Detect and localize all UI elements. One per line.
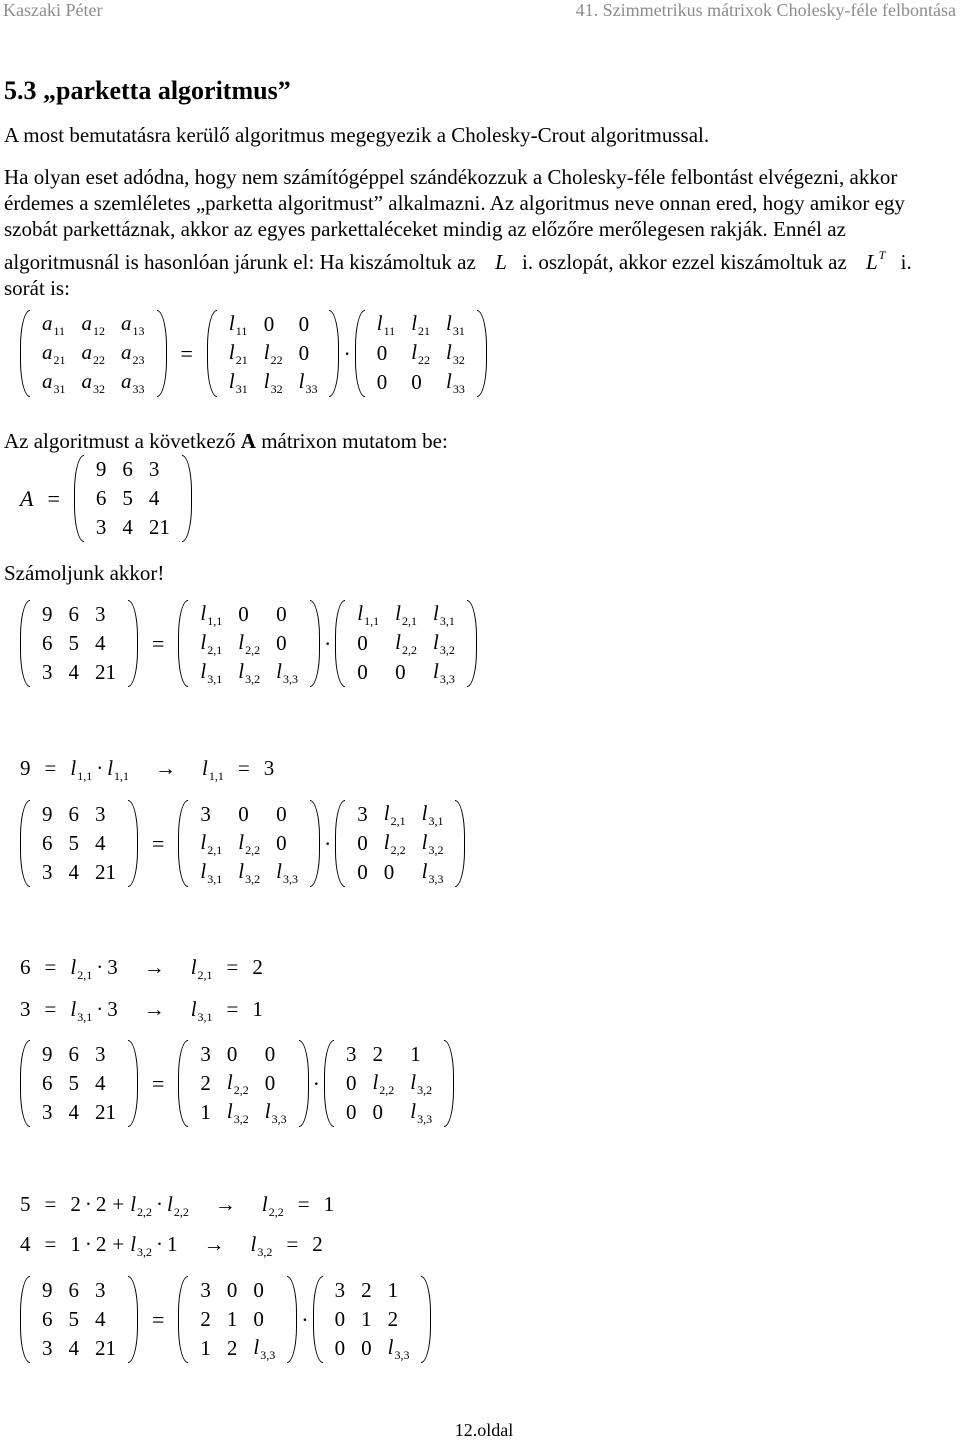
paragraph-2 <box>4 164 956 301</box>
equation-1: $9 = l_{1,1} \cdot l_{1,1} \to l_{1,1} = 3$ <box>20 756 275 783</box>
matrix-cell: 5 <box>122 486 133 510</box>
matrix-cell: 6 <box>42 631 53 655</box>
matrix-lt-step-3 <box>324 1040 454 1127</box>
matrix-cell: $l_{31}$ <box>446 310 465 338</box>
matrix-cell: 1 <box>410 1042 421 1066</box>
header-author: Kaszaki Péter <box>3 0 103 20</box>
matrix-cell: 2 <box>200 1071 211 1095</box>
equals-sign: = <box>180 340 193 366</box>
matrix-cell: 6 <box>42 1307 53 1331</box>
matrix-cell: 0 <box>357 660 368 684</box>
matrix-cell: $l_{21}$ <box>228 339 248 367</box>
matrix-cell: 0 <box>395 660 406 684</box>
equation-4: $5 = 2 \cdot 2 + l_{2,2} \cdot l_{2,2} \to l_{2,2} = 1$ <box>20 1192 335 1219</box>
dot-sign: · <box>312 1070 320 1096</box>
matrix-cell: 6 <box>42 831 53 855</box>
matrix-cell: 4 <box>68 860 79 884</box>
matrix-a-step-4 <box>20 1276 138 1363</box>
matrix-cell: 0 <box>298 312 310 336</box>
arrow-icon: → <box>155 756 177 780</box>
matrix-cell: 3 <box>148 457 160 481</box>
matrix-cell: 2 <box>387 1307 399 1331</box>
matrix-cell: 5 <box>68 1071 79 1095</box>
bold-A: A <box>240 429 256 453</box>
matrix-a-step-1 <box>20 600 138 687</box>
matrix-cell: 4 <box>95 831 106 855</box>
symbol-A: A <box>20 485 34 511</box>
matrix-cell: 5 <box>68 1307 79 1331</box>
matrix-a-definition <box>20 455 192 542</box>
matrix-cell: 4 <box>95 631 106 655</box>
matrix-cell: 6 <box>122 457 133 481</box>
matrix-cell: 0 <box>361 1336 372 1360</box>
matrix-cell: 0 <box>345 1100 357 1124</box>
matrix-cell: 3 <box>42 660 53 684</box>
matrix-cell: 3 <box>42 1336 53 1360</box>
matrix-cell: $l_{2,2}$ <box>372 1069 395 1097</box>
matrix-cell: $l_{2,1}$ <box>395 600 417 628</box>
matrix-cell: $l_{2,2}$ <box>383 829 406 857</box>
matrix-cell: 4 <box>95 1307 106 1331</box>
matrix-cell: $l_{22}$ <box>263 339 283 367</box>
paragraph-2-text: Ha olyan eset adódna, hogy nem számítógéppel szándékozzuk a Cholesky-féle felbontást elvégezni, akkor érdemes a szemléletes „parketta algoritmust” alkalmazni. Az algoritmus neve onnan ered, hogy amikor egy szobát parkettáznak, akkor az egyes parkettaléceket mindig az előzőre merőlegesen rakják. Ennél az algoritmusnál is hasonlóan járunk el: Ha kiszámoltuk az <box>4 165 905 274</box>
matrix-cell: $l_{1,1}$ <box>357 600 380 628</box>
step-2-equation <box>20 800 465 887</box>
matrix-cell: $l_{3,3}$ <box>432 658 455 686</box>
matrix-cell: $l_{21}$ <box>411 310 431 338</box>
matrix-cell: 5 <box>68 831 79 855</box>
step-4-equation <box>20 1276 431 1363</box>
equals-sign: = <box>47 485 60 511</box>
matrix-cell: $l_{3,1}$ <box>200 658 223 686</box>
matrix-cell: 6 <box>68 1042 79 1066</box>
paragraph-1: A most bemutatásra kerülő algoritmus megegyezik a Cholesky-Crout algoritmussal. <box>4 123 710 147</box>
matrix-cell: $l_{3,3}$ <box>276 858 298 886</box>
matrix-cell: $l_{31}$ <box>228 368 248 396</box>
matrix-cell: $l_{2,1}$ <box>200 829 223 857</box>
matrix-cell: 6 <box>68 602 79 626</box>
matrix-a <box>74 455 192 542</box>
matrix-cell: 1 <box>387 1278 399 1302</box>
dot-sign: · <box>301 1306 309 1332</box>
paragraph-4: Számoljunk akkor! <box>4 561 165 585</box>
matrix-cell: $l_{2,1}$ <box>383 800 406 828</box>
matrix-cell: 0 <box>264 1071 276 1095</box>
matrix-cell: 3 <box>95 515 107 539</box>
arrow-icon: → <box>143 997 165 1021</box>
matrix-cell: 3 <box>95 1278 106 1302</box>
matrix-cell: 4 <box>148 486 160 510</box>
matrix-cell: 0 <box>226 1042 238 1066</box>
matrix-cell: 0 <box>376 341 388 365</box>
matrix-l-step-2 <box>178 800 320 887</box>
page-footer <box>0 1420 960 1441</box>
matrix-cell: 0 <box>276 631 287 655</box>
matrix-cell: 1 <box>200 1336 211 1360</box>
matrix-a-general <box>20 310 167 397</box>
step-3-equation <box>20 1040 454 1127</box>
matrix-cell: 1 <box>200 1100 211 1124</box>
dot-sign: · <box>323 830 332 856</box>
matrix-cell: $a_{12}$ <box>81 310 105 338</box>
matrix-cell: 2 <box>372 1042 383 1066</box>
matrix-cell: 6 <box>68 802 79 826</box>
matrix-cell: 2 <box>226 1336 238 1360</box>
matrix-cell: 0 <box>357 860 368 884</box>
matrix-l-general <box>207 310 340 397</box>
intro-paragraph <box>4 122 956 148</box>
matrix-cell: 0 <box>411 370 422 394</box>
matrix-cell: 0 <box>263 312 275 336</box>
matrix-cell: $l_{3,3}$ <box>276 658 298 686</box>
equation-5: $4 = 1 \cdot 2 + l_{3,2} \cdot 1 \to l_{3,2} = 2$ <box>20 1232 323 1259</box>
matrix-cell: $l_{3,2}$ <box>238 658 261 686</box>
matrix-cell: 21 <box>95 1336 116 1360</box>
matrix-cell: 0 <box>276 602 287 626</box>
symbol-L: L <box>495 250 507 274</box>
matrix-cell: $l_{2,2}$ <box>238 829 261 857</box>
matrix-cell: $l_{3,2}$ <box>226 1098 249 1126</box>
matrix-cell: $l_{3,2}$ <box>410 1069 433 1097</box>
matrix-cell: $l_{22}$ <box>411 339 431 367</box>
matrix-cell: 0 <box>357 831 368 855</box>
matrix-cell: $l_{2,2}$ <box>395 629 417 657</box>
example-intro <box>4 428 956 454</box>
matrix-cell: 0 <box>264 1042 276 1066</box>
matrix-cell: $l_{3,3}$ <box>387 1334 410 1362</box>
matrix-cell: 4 <box>68 1336 79 1360</box>
symbol-LT: $L^T$ <box>866 248 886 274</box>
matrix-cell: 0 <box>253 1278 264 1302</box>
matrix-cell: $l_{3,3}$ <box>264 1098 287 1126</box>
matrix-cell: $l_{3,1}$ <box>200 858 223 886</box>
matrix-cell: 1 <box>226 1307 238 1331</box>
matrix-cell: 0 <box>334 1307 346 1331</box>
matrix-cell: $l_{3,1}$ <box>432 600 455 628</box>
arrow-icon: → <box>143 955 165 979</box>
matrix-cell: 0 <box>238 602 249 626</box>
matrix-cell: 3 <box>345 1042 357 1066</box>
arrow-icon: → <box>214 1192 236 1216</box>
matrix-lt-general <box>355 310 487 397</box>
matrix-cell: $l_{33}$ <box>298 368 318 396</box>
matrix-lt-step-1 <box>335 600 477 687</box>
matrix-cell: $l_{1,1}$ <box>200 600 223 628</box>
paragraph-2-text-2: i. oszlopát, akkor ezzel kiszámoltuk az <box>522 250 847 274</box>
matrix-cell: 3 <box>42 1100 53 1124</box>
equation-3: $3 = l_{3,1} \cdot 3 \to l_{3,1} = 1$ <box>20 997 263 1024</box>
matrix-l-step-4 <box>178 1276 297 1363</box>
header-chapter: 41. Szimmetrikus mátrixok Cholesky-féle felbontása <box>575 0 956 20</box>
dot-sign: · <box>343 340 351 366</box>
paragraph-2-text-3: i. sorát is: <box>4 250 912 300</box>
matrix-cell: $a_{22}$ <box>81 339 105 367</box>
matrix-cell: $l_{3,1}$ <box>421 800 444 828</box>
equation-2: $6 = l_{2,1} \cdot 3 \to l_{2,1} = 2$ <box>20 955 263 982</box>
matrix-cell: $l_{11}$ <box>228 310 248 338</box>
matrix-cell: 0 <box>345 1071 357 1095</box>
arrow-icon: → <box>203 1232 225 1256</box>
matrix-a-step-2 <box>20 800 138 887</box>
matrix-cell: 0 <box>372 1100 383 1124</box>
matrix-cell: $l_{3,3}$ <box>253 1334 276 1362</box>
matrix-cell: 0 <box>334 1336 346 1360</box>
matrix-cell: 3 <box>42 860 53 884</box>
matrix-cell: 3 <box>200 1042 211 1066</box>
matrix-cell: 3 <box>200 1278 211 1302</box>
matrix-lt-step-2 <box>335 800 465 887</box>
matrix-cell: 4 <box>122 515 133 539</box>
section-title: 5.3 „parketta algoritmus” <box>4 76 291 105</box>
matrix-cell: 6 <box>95 486 107 510</box>
matrix-cell: 9 <box>42 802 53 826</box>
matrix-cell: 4 <box>95 1071 106 1095</box>
matrix-cell: $l_{32}$ <box>263 368 283 396</box>
matrix-cell: $a_{23}$ <box>121 339 145 367</box>
matrix-cell: 2 <box>200 1307 211 1331</box>
matrix-cell: $a_{32}$ <box>81 368 105 396</box>
matrix-cell: 6 <box>42 1071 53 1095</box>
matrix-cell: 0 <box>357 631 368 655</box>
equals-sign: = <box>152 630 165 656</box>
description-paragraph <box>4 164 956 301</box>
matrix-cell: $l_{2,2}$ <box>238 629 261 657</box>
matrix-cell: 3 <box>95 602 106 626</box>
matrix-cell: $a_{11}$ <box>42 310 66 338</box>
matrix-cell: $a_{33}$ <box>121 368 145 396</box>
matrix-cell: $a_{31}$ <box>42 368 66 396</box>
step-1-equation <box>20 600 477 687</box>
matrix-cell: $l_{11}$ <box>376 310 396 338</box>
matrix-cell: 4 <box>68 660 79 684</box>
matrix-cell: 0 <box>376 370 388 394</box>
matrix-a-step-3 <box>20 1040 138 1127</box>
matrix-cell: $l_{2,1}$ <box>200 629 223 657</box>
matrix-cell: 4 <box>68 1100 79 1124</box>
matrix-cell: 1 <box>361 1307 372 1331</box>
matrix-cell: 21 <box>95 660 116 684</box>
matrix-cell: 6 <box>68 1278 79 1302</box>
matrix-l-step-3 <box>178 1040 308 1127</box>
equals-sign: = <box>152 1070 165 1096</box>
matrix-cell: $a_{13}$ <box>121 310 145 338</box>
matrix-cell: 0 <box>383 860 395 884</box>
paragraph-3: Az algoritmust a következő A mátrixon mutatom be: <box>4 429 448 453</box>
matrix-cell: 0 <box>226 1278 238 1302</box>
matrix-cell: 21 <box>148 515 170 539</box>
matrix-cell: $l_{3,2}$ <box>421 829 444 857</box>
matrix-cell: $a_{21}$ <box>42 339 66 367</box>
matrix-cell: $l_{3,3}$ <box>421 858 444 886</box>
matrix-cell: 21 <box>95 1100 116 1124</box>
matrix-cell: 3 <box>334 1278 346 1302</box>
matrix-lt-step-4 <box>313 1276 432 1363</box>
matrix-cell: $l_{32}$ <box>446 339 465 367</box>
equals-sign: = <box>152 830 165 856</box>
matrix-cell: 3 <box>95 802 106 826</box>
matrix-cell: 9 <box>42 602 53 626</box>
matrix-cell: $l_{2,2}$ <box>226 1069 249 1097</box>
matrix-l-step-1 <box>178 600 320 687</box>
general-equation <box>20 310 487 397</box>
matrix-cell: 0 <box>253 1307 264 1331</box>
matrix-cell: $l_{3,2}$ <box>238 858 261 886</box>
matrix-cell: $l_{3,3}$ <box>410 1098 433 1126</box>
matrix-cell: 3 <box>95 1042 106 1066</box>
matrix-cell: 0 <box>276 802 287 826</box>
matrix-cell: 5 <box>68 631 79 655</box>
matrix-cell: 21 <box>95 860 116 884</box>
calc-intro <box>4 560 956 586</box>
matrix-cell: 0 <box>238 802 249 826</box>
dot-sign: · <box>323 630 332 656</box>
page-number: 12.oldal <box>454 1420 514 1440</box>
matrix-cell: 0 <box>298 341 310 365</box>
matrix-cell: 9 <box>95 457 107 481</box>
matrix-cell: $l_{33}$ <box>446 368 465 396</box>
matrix-cell: 3 <box>357 802 368 826</box>
equals-sign: = <box>152 1306 165 1332</box>
matrix-cell: 3 <box>200 802 211 826</box>
matrix-cell: 2 <box>361 1278 372 1302</box>
matrix-cell: 9 <box>42 1042 53 1066</box>
matrix-cell: 0 <box>276 831 287 855</box>
matrix-cell: 9 <box>42 1278 53 1302</box>
matrix-cell: $l_{3,2}$ <box>432 629 455 657</box>
